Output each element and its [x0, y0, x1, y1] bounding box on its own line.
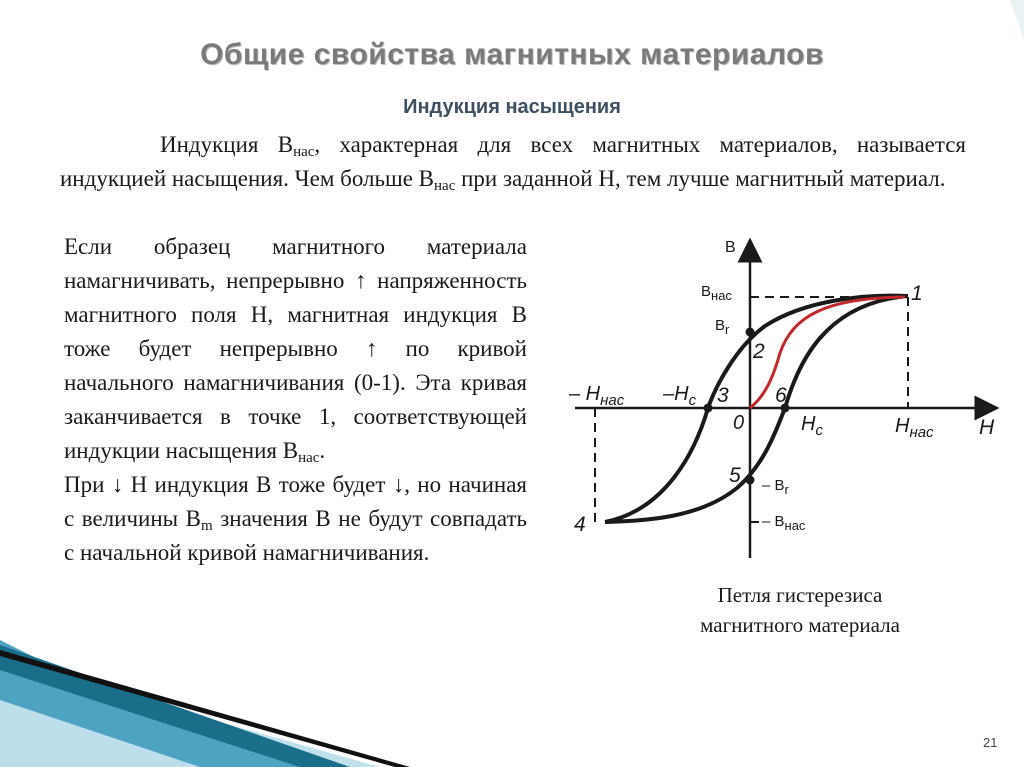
- caption-line-1: Петля гистерезиса: [717, 583, 883, 607]
- body-p2-text-1: При ↓ H индукция B тоже будет ↓, но начиная с величины B: [64, 472, 527, 531]
- body-p2-text-2: значения B не будут совпадать с начальной кривой намагничивания.: [64, 506, 527, 565]
- body-p1-sub: нас: [298, 450, 320, 466]
- slide-title: Общие свойства магнитных материалов: [200, 38, 824, 71]
- point-label-6: 6: [775, 384, 787, 407]
- body-text-column: [64, 230, 527, 570]
- neg-h-sat-label: – $H_{нас}$: [569, 383, 625, 409]
- neg-b-r-label: – Br: [762, 477, 789, 497]
- point-label-3: 3: [717, 384, 729, 407]
- body-paragraph-2: [64, 468, 527, 570]
- b-sat-label: Bнас: [701, 283, 732, 303]
- point-label-2: 2: [753, 340, 765, 363]
- intro-text-3: при заданной H, тем лучше магнитный материал.: [455, 166, 946, 191]
- intro-sub-2: нас: [434, 178, 456, 194]
- body-p1-text-2: .: [319, 438, 326, 463]
- axis-h-label: H: [979, 416, 995, 439]
- b-r-label: Br: [715, 317, 730, 337]
- intro-text-2: , характерная для всех магнитных материалов, называется индукцией насыщения. Чем больше B: [60, 132, 966, 191]
- hc-label: $H_c$: [801, 413, 823, 439]
- hysteresis-loop-diagram: [565, 228, 1005, 564]
- caption-line-2: магнитного материала: [700, 613, 900, 637]
- body-p2-sub: m: [201, 518, 213, 534]
- neg-b-sat-label: – Bнас: [762, 513, 806, 533]
- point-label-1: 1: [911, 282, 923, 305]
- axis-b-label: B: [725, 239, 736, 256]
- point-neg-br: [746, 476, 755, 485]
- point-label-5: 5: [729, 464, 741, 487]
- intro-paragraph: [60, 128, 966, 196]
- figure-caption: [655, 580, 945, 640]
- neg-hc-label: $-H_c$: [663, 383, 697, 409]
- intro-sub-1: нас: [293, 144, 315, 160]
- decor-corner-top-right: [1010, 0, 1024, 40]
- initial-magnetization-curve: [750, 297, 905, 408]
- point-neg-hc: [704, 404, 713, 413]
- page-number: 21: [983, 735, 998, 750]
- point-label-4: 4: [574, 513, 586, 536]
- intro-text-1: Индукция B: [160, 132, 294, 157]
- point-br: [746, 328, 755, 337]
- h-sat-label: $H_{нас}$: [895, 415, 934, 441]
- body-paragraph-1: [64, 230, 527, 468]
- origin-label: 0: [733, 412, 745, 434]
- body-p1-text-1: Если образец магнитного материала намагничивать, непрерывно ↑ напряженность магнитного поля H, магнитная индукция B тоже будет непрерывно ↑ по кривой начального намагничивания (0-1). Эта кривая заканчивается в точке 1, соответствующей индукции насыщения B: [64, 234, 527, 463]
- section-subtitle: Индукция насыщения: [403, 96, 621, 118]
